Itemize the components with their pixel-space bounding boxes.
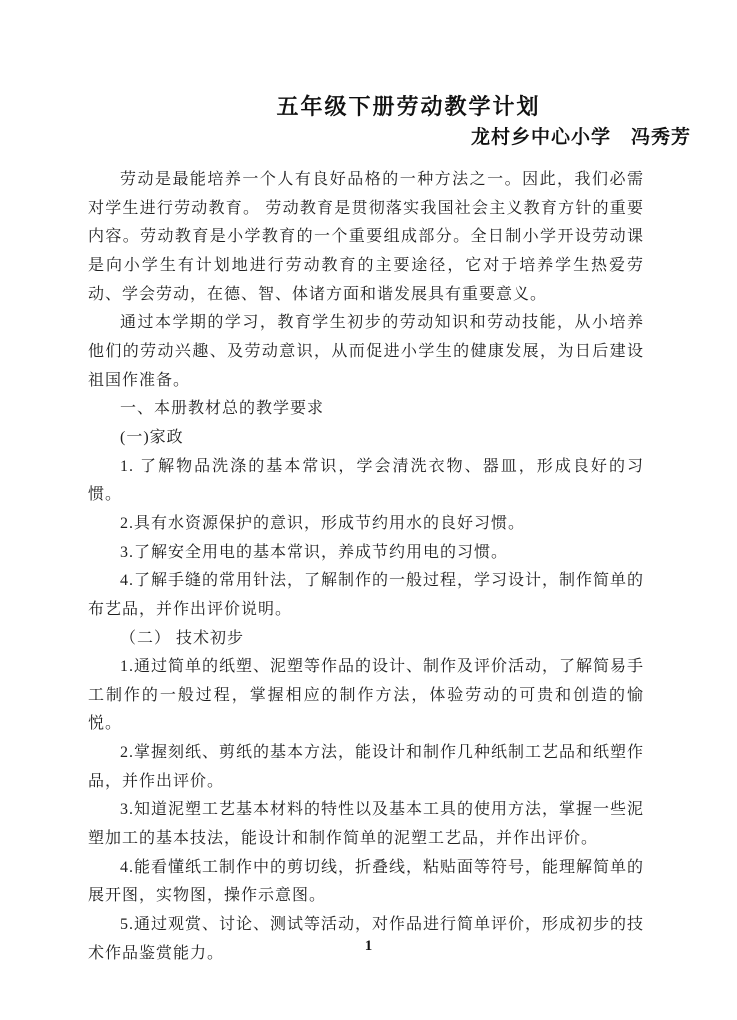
list-item: 2.具有水资源保护的意识，形成节约用水的良好习惯。 — [120, 514, 526, 532]
list-item: 4.了解手缝的常用针法，了解制作的一般过程，学习设计，制作简单的布艺品，并作出评价说明。 — [88, 572, 645, 618]
document-byline: 龙村乡中心小学 冯秀芳 — [470, 127, 691, 148]
document-title: 五年级下册劳动教学计划 — [276, 94, 541, 119]
page-number: 1 — [364, 938, 373, 954]
subsection-heading: （二） 技术初步 — [120, 629, 245, 647]
document-body — [88, 166, 644, 968]
list-item: 1.通过简单的纸塑、泥塑等作品的设计、制作及评价活动，了解简易手工制作的一般过程，掌握相应的制作方法，体验劳动的可贵和创造的愉悦。 — [88, 658, 645, 733]
section-heading: 一、本册教材总的教学要求 — [120, 400, 325, 418]
list-item: 3.知道泥塑工艺基本材料的特性以及基本工具的使用方法，掌握一些泥塑加工的基本技法，能设计和制作简单的泥塑工艺品，并作出评价。 — [88, 801, 645, 848]
paragraph: 劳动是最能培养一个人有良好品格的一种方法之一。因此，我们必需对学生进行劳动教育。 劳动教育是贯彻落实我国社会主义教育方针的重要内容。劳动教育是小学教育的一个重要组成部分。全日制小学开设劳动课是向小学生有计划地进行劳动教育的主要途径，它对于培养学生热爱劳动、学会劳动，在德、智、体诸方面和谐发展具有重要意义。 — [88, 171, 644, 303]
list-item: 5.通过观赏、讨论、测试等活动，对作品进行简单评价，形成初步的技术作品鉴赏能力。 — [88, 916, 645, 962]
list-item: 2.掌握刻纸、剪纸的基本方法，能设计和制作几种纸制工艺品和纸塑作品，并作出评价。 — [88, 744, 645, 790]
list-item: 4.能看懂纸工制作中的剪切线，折叠线，粘贴面等符号，能理解简单的展开图，实物图，操作示意图。 — [88, 858, 645, 905]
paragraph: 通过本学期的学习，教育学生初步的劳动知识和劳动技能，从小培养他们的劳动兴趣、及劳动意识，从而促进小学生的健康发展，为日后建设祖国作准备。 — [88, 314, 644, 389]
subsection-heading: (一)家政 — [120, 428, 184, 446]
list-item: 3.了解安全用电的基本常识，养成节约用电的习惯。 — [120, 543, 509, 561]
list-item: 1. 了解物品洗涤的基本常识，学会清洗衣物、器皿，形成良好的习惯。 — [88, 457, 644, 504]
